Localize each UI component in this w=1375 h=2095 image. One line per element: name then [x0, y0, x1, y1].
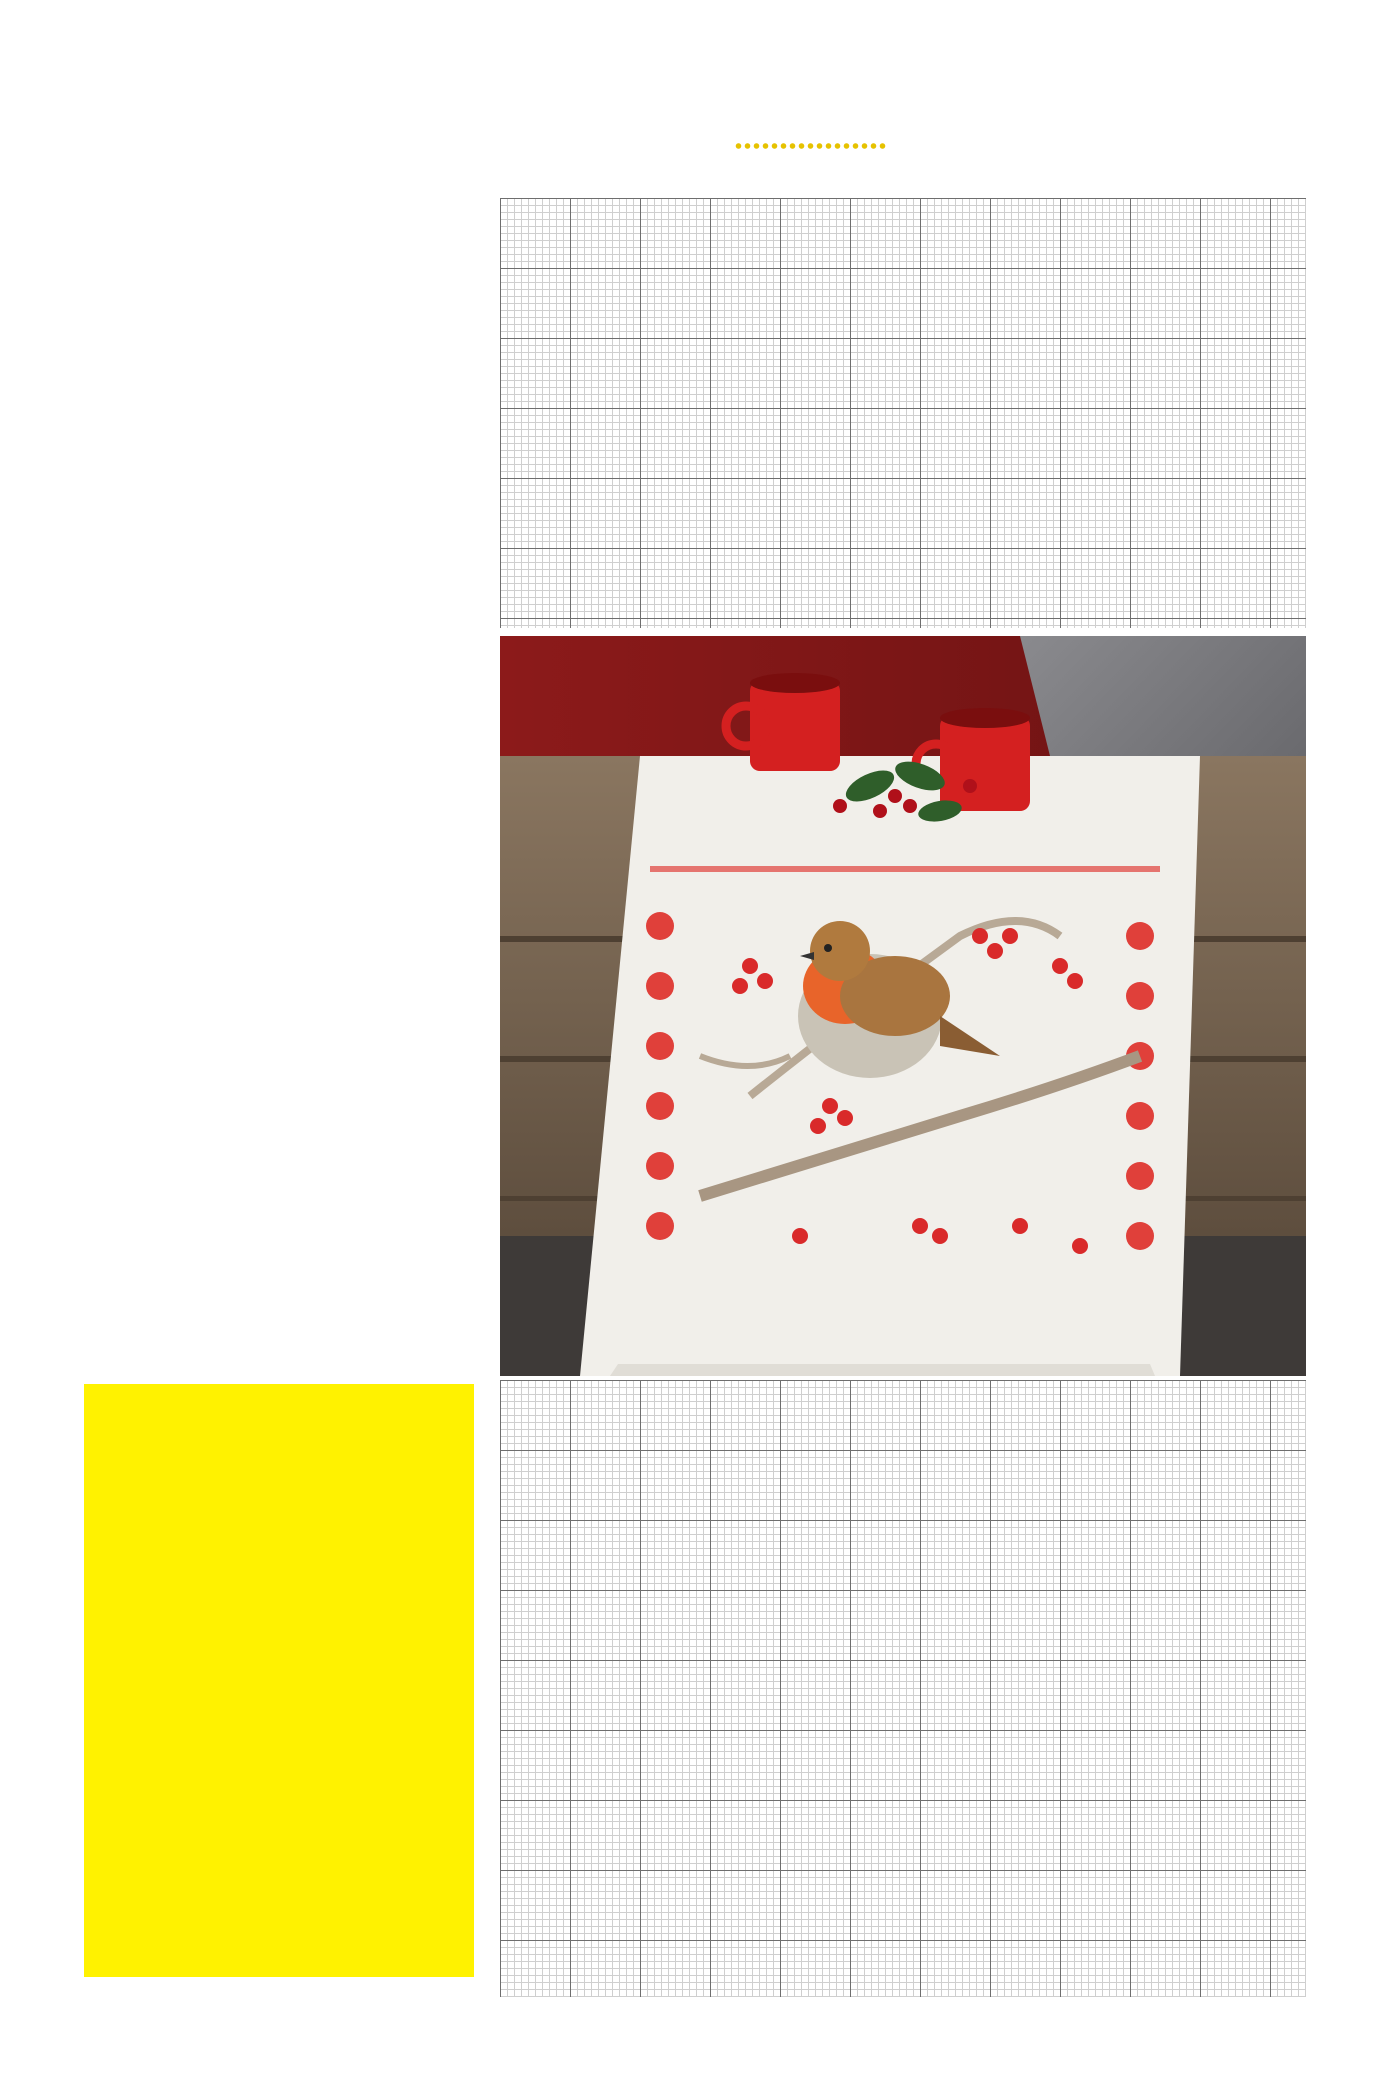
page-footer — [84, 2004, 118, 2034]
promo-box — [84, 1384, 474, 1977]
pattern-chart-bottom — [500, 1380, 1306, 1997]
photo-illustration — [500, 636, 1306, 1376]
pattern-chart-top — [500, 198, 1306, 628]
section-underline-dots — [734, 142, 886, 150]
finished-runner-photo — [500, 636, 1306, 1376]
